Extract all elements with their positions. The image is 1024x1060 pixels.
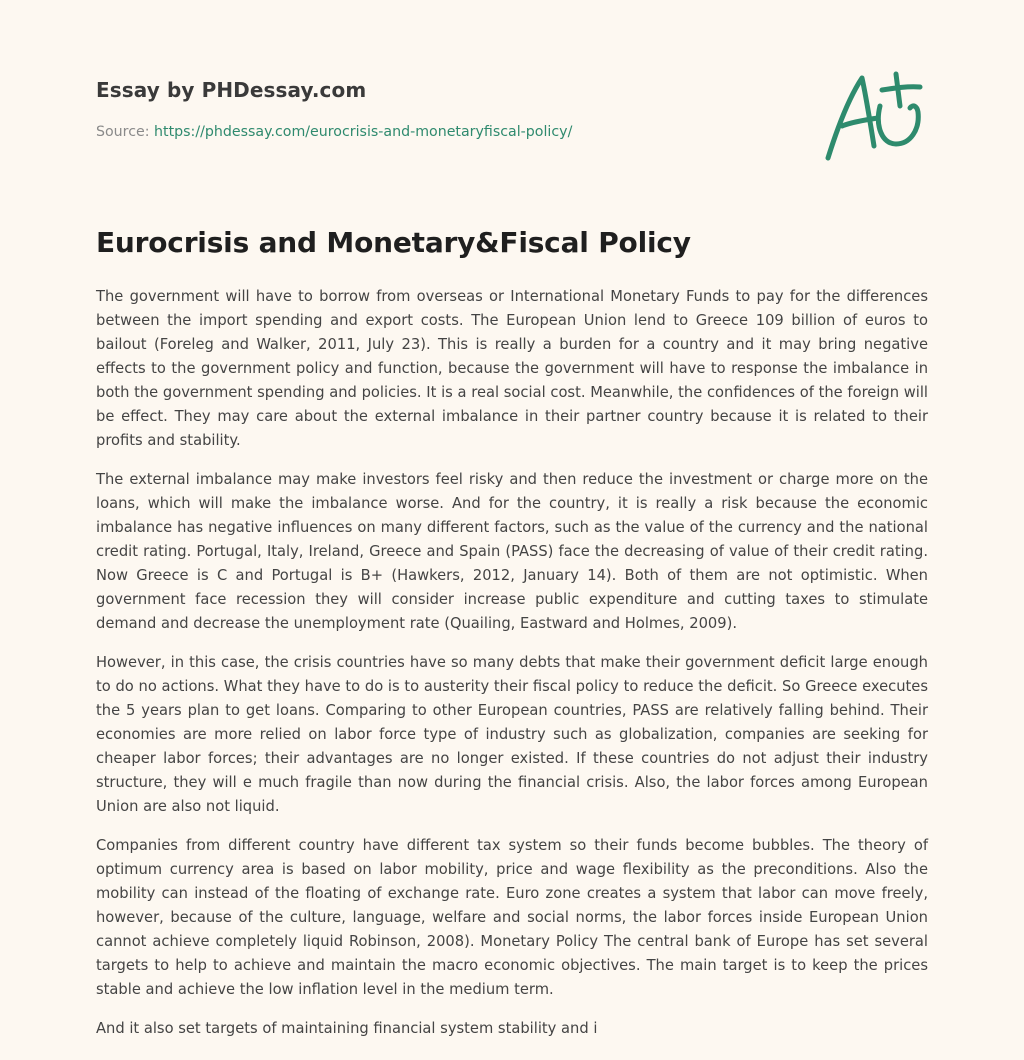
document-title: Eurocrisis and Monetary&Fiscal Policy [96,226,691,259]
document-body [96,285,928,1056]
paragraph: The government will have to borrow from overseas or International Monetary Funds to pay for the differences between the import spending and export costs. The European Union lend to Greece 109 billion of euros to bailout (Foreleg and Walker, 2011, July 23). This is really a burden for a country and it may bring negative effects to the government policy and function, because the government will have to response the imbalance in both the government spending and policies. It is a real social cost. Meanwhile, the confidences of the foreign will be effect. They may care about the external imbalance in their partner country because it is related to their profits and stability. [96,288,928,449]
source-line [96,124,796,140]
paragraph: Companies from different country have different tax system so their funds become bubbles. The theory of optimum currency area is based on labor mobility, price and wage flexibility as the preconditions. Also the mobility can instead of the floating of exchange rate. Euro zone creates a system that labor can move freely, however, because of the culture, language, welfare and social norms, the labor forces inside European Union cannot achieve completely liquid Robinson, 2008). Monetary Policy The central bank of Europe has set several targets to help to achieve and maintain the macro economic objectives. The main target is to keep the prices stable and achieve the low inflation level in the medium term. [96,837,928,998]
source-link[interactable]: https://phdessay.com/eurocrisis-and-monetaryfiscal-policy/ [154,124,573,140]
site-title: Essay by PHDessay.com [96,78,367,102]
source-label: Source: [96,124,150,140]
paragraph: However, in this case, the crisis countries have so many debts that make their government deficit large enough to do no actions. What they have to do is to austerity their fiscal policy to reduce the deficit. So Greece executes the 5 years plan to get loans. Comparing to other European countries, PASS are relatively falling behind. Their economies are more relied on labor force type of industry such as globalization, companies are seeking for cheaper labor forces; their advantages are no longer existed. If these countries do not adjust their industry structure, they will e much fragile than now during the financial crisis. Also, the labor forces among European Union are also not liquid. [96,654,928,815]
paragraph: And it also set targets of maintaining financial system stability and i [96,1020,598,1037]
paragraph: The external imbalance may make investors feel risky and then reduce the investment or charge more on the loans, which will make the imbalance worse. And for the country, it is really a risk because the economic imbalance has negative influences on many different factors, such as the value of the currency and the national credit rating. Portugal, Italy, Ireland, Greece and Spain (PASS) face the decreasing of value of their credit rating. Now Greece is C and Portugal is B+ (Hawkers, 2012, January 14). Both of them are not optimistic. When government face recession they will consider increase public expenditure and cutting taxes to stimulate demand and decrease the unemployment rate (Quailing, Eastward and Holmes, 2009). [96,471,928,632]
page-header [96,72,796,140]
a-plus-logo [820,66,930,166]
